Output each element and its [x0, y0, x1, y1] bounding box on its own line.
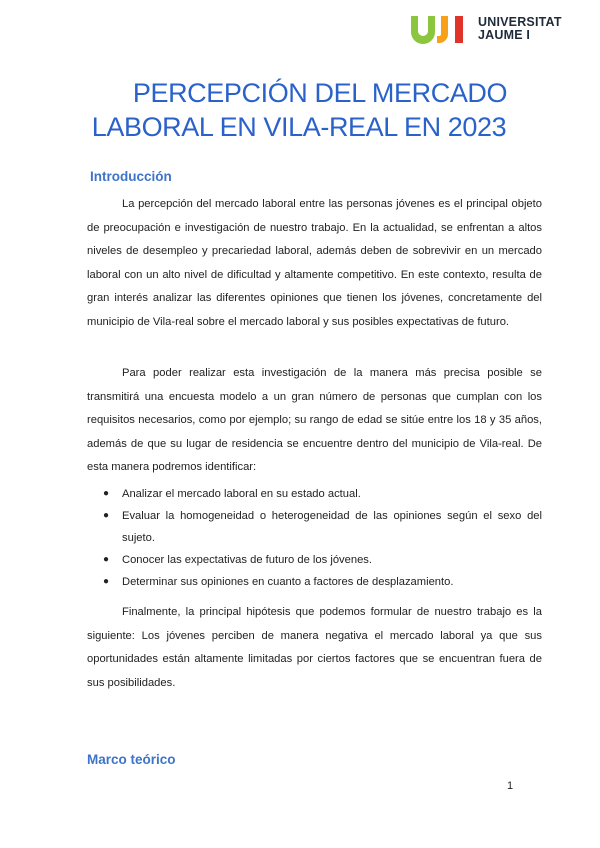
title-line-1: PERCEPCIÓN DEL MERCADO [132, 78, 508, 108]
paragraph-hypothesis: Finalmente, la principal hipótesis que podemos formular de nuestro trabajo es la siguiente: Los jóvenes perciben de manera negativa el mercado laboral ya que sus oportunidades están altamente limitadas por ciertos factores que se encuentran fuera de sus posibilidades. [87, 606, 542, 689]
section-heading-marco-teorico: Marco teórico [87, 752, 176, 767]
list-item [87, 549, 542, 571]
list-item-text: Evaluar la homogeneidad o heterogeneidad de las opiniones según el sexo del sujeto. [122, 510, 542, 544]
logo-line-2: JAUME I [478, 28, 531, 42]
list-item-text: Conocer las expectativas de futuro de los jóvenes. [122, 554, 372, 566]
bullet-icon: ● [103, 554, 110, 565]
list-item [87, 571, 542, 593]
list-item-text: Analizar el mercado laboral en su estado actual. [122, 488, 361, 500]
logo-line-1: UNIVERSITAT [478, 15, 562, 29]
paragraph-intro-2: Para poder realizar esta investigación de la manera más precisa posible se transmitirá una encuesta modelo a un gran número de personas que cumplan con los requisitos necesarios, como por ejemplo; su rango de edad se sitúe entre los 18 y 35 años, además de que su lugar de residencia se encuentre dentro del municipio de Vila-real. De esta manera podremos identificar: [87, 367, 542, 473]
title-line-2: LABORAL EN VILA-REAL EN 2023 [91, 112, 507, 142]
bullet-icon: ● [103, 576, 110, 587]
list-item [87, 483, 542, 505]
list-item-text: Determinar sus opiniones en cuanto a factores de desplazamiento. [122, 576, 454, 588]
section-heading-introduccion: Introducción [90, 169, 172, 184]
university-logo [410, 14, 562, 44]
bullet-icon: ● [103, 510, 110, 521]
uji-logo-mark [410, 14, 470, 44]
bullet-icon: ● [103, 488, 110, 499]
page-title [0, 76, 600, 144]
list-item [87, 505, 542, 549]
logo-wordmark [478, 16, 562, 42]
objectives-list [87, 483, 542, 593]
page-number: 1 [507, 780, 514, 792]
paragraph-intro-1: La percepción del mercado laboral entre las personas jóvenes es el principal objeto de preocupación e investigación de nuestro trabajo. En la actualidad, se enfrentan a altos niveles de desempleo y precariedad laboral, además deben de sobrevivir en un mercado laboral con un alto nivel de dificultad y altamente competitivo. En este contexto, resulta de gran interés analizar las diferentes opiniones que tienen los jóvenes, concretamente del municipio de Vila-real sobre el mercado laboral y sus posibles expectativas de futuro. [87, 198, 542, 328]
